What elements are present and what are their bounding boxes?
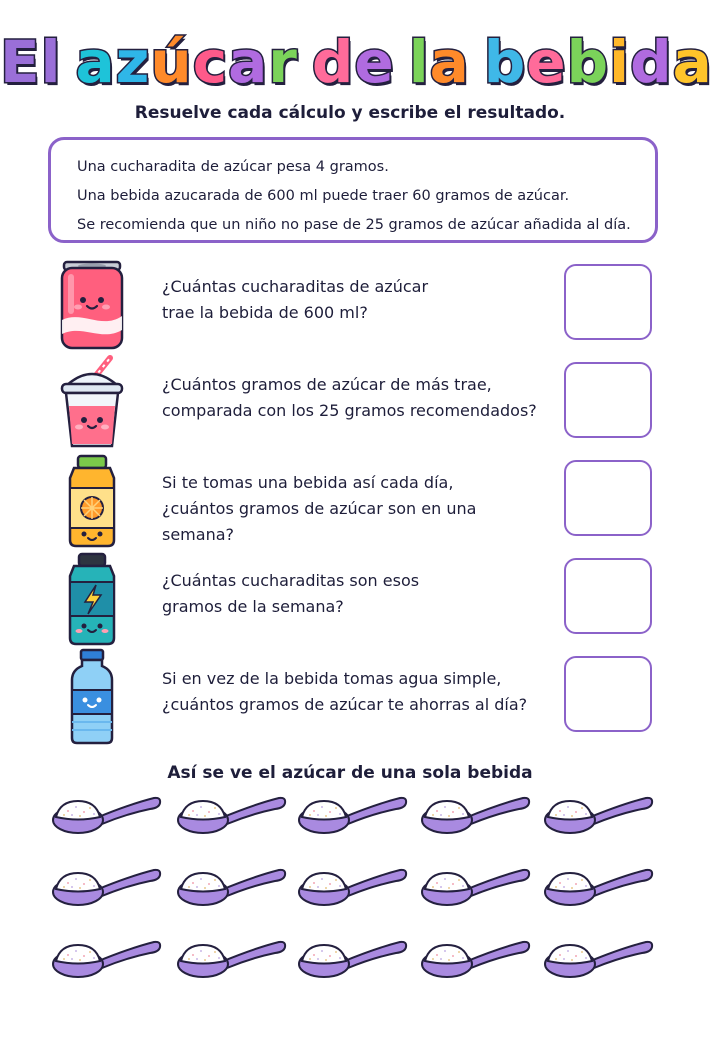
title-letter: c <box>192 28 229 96</box>
title-letter: l <box>40 28 62 96</box>
question-text: Si te tomas una bebida así cada día, <box>162 473 454 492</box>
title-word <box>312 28 395 96</box>
sugar-spoon-icon <box>175 936 287 982</box>
title-letter: d <box>630 28 673 96</box>
sugar-spoon-icon <box>50 792 162 838</box>
title-letter: ú <box>150 28 193 96</box>
answer-box[interactable] <box>564 460 652 536</box>
sugar-spoon-icon <box>50 936 162 982</box>
answer-box[interactable] <box>564 264 652 340</box>
title-letter: b <box>483 28 527 96</box>
title-letter: e <box>526 28 567 96</box>
sugar-spoon-icon <box>175 864 287 910</box>
sugar-spoon-icon <box>296 792 408 838</box>
question-text: ¿cuántos gramos de azúcar te ahorras al día? <box>162 695 528 714</box>
sugar-spoon-icon <box>419 792 531 838</box>
info-line: Se recomienda que un niño no pase de 25 gramos de azúcar añadida al día. <box>77 217 631 233</box>
title-word <box>409 28 470 96</box>
title-letter: a <box>228 28 269 96</box>
sugar-spoon-icon <box>542 792 654 838</box>
question-text: ¿Cuántas cucharaditas son esos <box>162 571 420 590</box>
sugar-spoon-icon <box>296 864 408 910</box>
title-letter: a <box>75 28 116 96</box>
question-text: comparada con los 25 gramos recomendados? <box>162 401 537 420</box>
title-letter: E <box>0 28 41 96</box>
sugar-spoon-icon <box>296 936 408 982</box>
question-text: ¿cuántos gramos de azúcar son en una semana? <box>162 499 477 544</box>
sugar-spoon-icon <box>542 936 654 982</box>
title-word <box>0 28 62 96</box>
answer-box[interactable] <box>564 362 652 438</box>
answer-box[interactable] <box>564 558 652 634</box>
title-word <box>76 28 298 96</box>
question-row-1 <box>0 258 700 348</box>
question-row-4 <box>0 552 700 642</box>
spoons-heading: Así se ve el azúcar de una sola bebida <box>167 763 533 783</box>
title-letter: i <box>609 28 631 96</box>
sugar-spoon-icon <box>542 864 654 910</box>
info-line: Una bebida azucarada de 600 ml puede traer 60 gramos de azúcar. <box>77 188 570 204</box>
title-word <box>484 28 713 96</box>
title-letter: b <box>566 28 610 96</box>
question-text: gramos de la semana? <box>162 597 344 616</box>
soda-can-icon <box>52 258 132 348</box>
page-title <box>0 22 713 102</box>
title-letter: z <box>115 28 151 96</box>
instructions: Resuelve cada cálculo y escribe el resultado. <box>134 103 566 123</box>
info-line: Una cucharadita de azúcar pesa 4 gramos. <box>77 159 389 175</box>
question-row-2 <box>0 356 700 446</box>
title-letter: r <box>268 28 298 96</box>
title-letter: e <box>354 28 395 96</box>
water-bottle-icon <box>52 650 132 740</box>
sugar-spoon-icon <box>419 864 531 910</box>
title-letter: a <box>672 28 713 96</box>
title-letter: l <box>408 28 430 96</box>
question-row-5 <box>0 650 700 740</box>
energy-drink-bottle-icon <box>52 552 132 642</box>
smoothie-cup-icon <box>52 356 132 446</box>
question-text: ¿Cuántos gramos de azúcar de más trae, <box>162 375 492 394</box>
question-text: ¿Cuántas cucharaditas de azúcar <box>162 277 429 296</box>
title-letter: a <box>429 28 470 96</box>
sugar-spoon-icon <box>419 936 531 982</box>
orange-juice-bottle-icon <box>52 454 132 544</box>
question-text: trae la bebida de 600 ml? <box>162 303 368 322</box>
question-text: Si en vez de la bebida tomas agua simple, <box>162 669 502 688</box>
sugar-spoon-icon <box>175 792 287 838</box>
question-row-3 <box>0 454 700 544</box>
info-box <box>48 137 658 243</box>
answer-box[interactable] <box>564 656 652 732</box>
sugar-spoon-icon <box>50 864 162 910</box>
title-letter: d <box>311 28 355 96</box>
